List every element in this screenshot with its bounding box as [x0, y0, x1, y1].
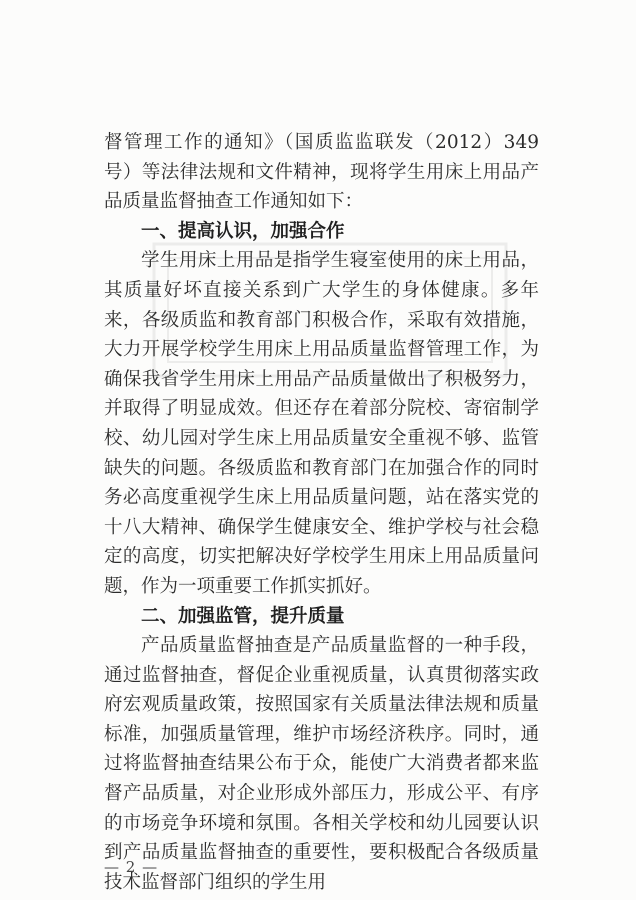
section-heading-1: 一、提高认识，加强合作: [141, 220, 345, 242]
continued-paragraph: 督管理工作的通知》（国质监监联发（2012）349 号）等法律法规和文件精神，现将学生用床上用品产品质量监督抽查工作通知如下：: [104, 132, 539, 213]
page-number: — 2 —: [104, 858, 159, 876]
section-paragraph-2: 产品质量监督抽查是产品质量监督的一种手段，通过监督抽查，督促企业重视质量，认真贯彻落实政府宏观质量政策，按照国家有关质量法律法规和质量标准，加强质量管理，维护市场经济秩序。同时，通过将监督抽查结果公布于众，能使广大消费者都来监督产品质量，对企业形成外部压力，形成公平、有序的市场竞争环境和氛围。各相关学校和幼儿园要认识到产品质量监督抽查的重要性，要积极配合各级质量技术监督部门组织的学生用: [104, 635, 539, 893]
section-paragraph-1: 学生用床上用品是指学生寝室使用的床上用品，其质量好坏直接关系到广大学生的身体健康。多年来，各级质监和教育部门积极合作，采取有效措施，大力开展学校学生用床上用品质量监督管理工作，为确保我省学生用床上用品产品质量做出了积极努力，并取得了明显成效。但还存在着部分院校、寄宿制学校、幼儿园对学生床上用品质量安全重视不够、监管缺失的问题。各级质监和教育部门在加强合作的同时务必高度重视学生床上用品质量问题，站在落实党的十八大精神、确保学生健康安全、维护学校与社会稳定的高度，切实把解决好学校学生用床上用品质量问题，作为一项重要工作抓实抓好。: [104, 250, 539, 597]
section-heading-2: 二、加强监管，提升质量: [141, 605, 345, 627]
document-body: [104, 128, 539, 897]
